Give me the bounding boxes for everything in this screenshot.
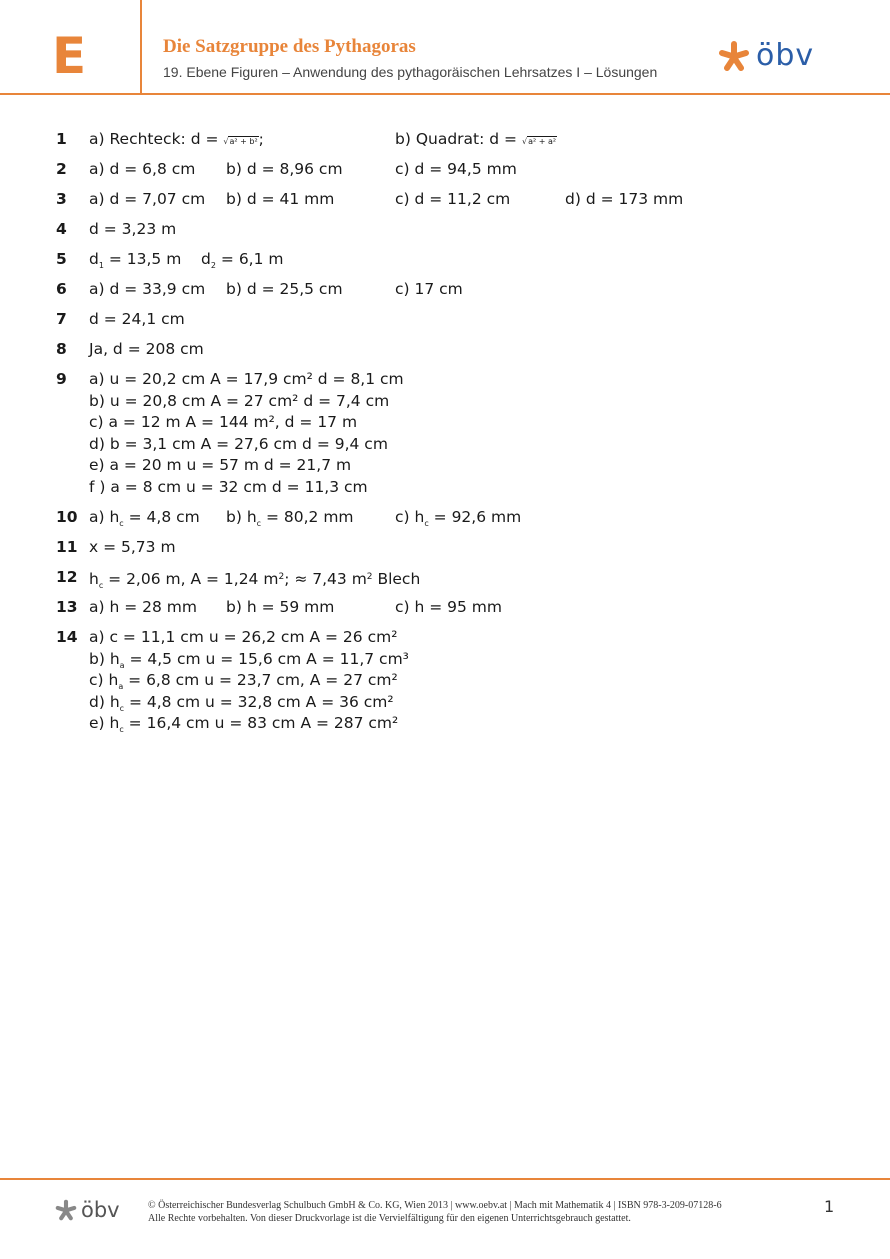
copyright-notice (148, 1199, 722, 1225)
answer-line: a) u = 20,2 cm A = 17,9 cm² d = 8,1 cm (89, 370, 404, 388)
answer-row-2 (0, 158, 890, 180)
exercise-number: 1 (56, 130, 67, 148)
exercise-number: 11 (56, 538, 78, 556)
answer-line: c) a = 12 m A = 144 m², d = 17 m (89, 413, 358, 432)
answer-row-13 (0, 596, 890, 618)
exercise-number: 3 (56, 190, 67, 208)
answer-b: b) Quadrat: d = √a² + a² (395, 130, 557, 148)
answer-line: f ) a = 8 cm u = 32 cm d = 11,3 cm (89, 478, 368, 496)
exercise-number: 13 (56, 598, 78, 616)
header-divider (140, 0, 142, 94)
exercise-number: 8 (56, 340, 67, 358)
exercise-number: 7 (56, 310, 67, 328)
answer-d: d) d = 173 mm (565, 190, 684, 208)
page-number: 1 (824, 1197, 835, 1216)
answer-row-11 (0, 536, 890, 558)
answer-line: a) c = 11,1 cm u = 26,2 cm A = 26 cm² (89, 628, 398, 646)
asterisk-logo-icon (718, 40, 750, 72)
footer-logo-text: öbv (81, 1198, 120, 1222)
answer-c: c) $h_c = 92,6$ mm (395, 508, 522, 528)
answer-a: a) Rechteck: d = √a² + b²; (89, 130, 264, 148)
footer-logo (55, 1199, 120, 1221)
chapter-letter: E (52, 27, 87, 85)
answer-row-1 (0, 128, 890, 150)
answer-a: a) d = 33,9 cm (89, 280, 206, 298)
answer-text: $d_1 = 13,5$ m $d_2 = 6,1$ m (89, 250, 284, 270)
answer-line: b) $h_a = 4,5$ cm u = 15,6 cm A = 11,7 cm³ (89, 649, 409, 670)
answer-b: b) d = 41 mm (226, 190, 335, 208)
answer-b: b) h = 59 mm (226, 598, 335, 616)
answer-a: a) d = 6,8 cm (89, 160, 196, 178)
answer-c: c) h = 95 mm (395, 598, 503, 616)
page-subtitle: 19. Ebene Figuren – Anwendung des pythagoräischen Lehrsatzes I – Lösungen (163, 64, 658, 80)
answer-row-5 (0, 248, 890, 270)
sqrt-expression: √a² + a² (521, 137, 557, 146)
answer-b: b) d = 25,5 cm (226, 280, 343, 298)
exercise-number: 10 (56, 508, 78, 526)
answer-c: c) 17 cm (395, 280, 463, 298)
answer-row-12 (0, 566, 890, 588)
answer-line: b) u = 20,8 cm A = 27 cm² d = 7,4 cm (89, 391, 390, 410)
answer-text: d = 3,23 m (89, 220, 177, 238)
exercise-number: 6 (56, 280, 67, 298)
answer-text: $h_c = 2,06$ m, A = 1,24 $m^2$; ≈ 7,43 $m^2$ Blech (89, 570, 421, 590)
answer-text: d = 24,1 cm (89, 310, 185, 328)
exercise-number: 4 (56, 220, 67, 238)
header-rule (0, 93, 890, 95)
answer-row-8 (0, 338, 890, 360)
answer-line: d) $h_c = 4,8$ cm u = 32,8 cm A = 36 cm² (89, 692, 394, 713)
answer-c: c) d = 11,2 cm (395, 190, 511, 208)
copyright-line-1: © Österreichischer Bundesverlag Schulbuch GmbH & Co. KG, Wien 2013 | www.oebv.at | Mach mit Mathematik 4 | ISBN 978-3-209-07128-6 (148, 1200, 722, 1211)
answer-b: b) $h_c = 80,2$ mm (226, 508, 354, 528)
answer-a: a) $h_c = 4,8$ cm (89, 508, 200, 528)
answer-b: b) d = 8,96 cm (226, 160, 343, 178)
exercise-number: 2 (56, 160, 67, 178)
sqrt-expression: √a² + b² (223, 137, 258, 146)
exercise-number: 12 (56, 568, 78, 586)
publisher-logo (718, 40, 814, 72)
answer-line: e) $h_c = 16,4$ cm u = 83 cm A = 287 cm² (89, 714, 399, 735)
footer-rule (0, 1178, 890, 1180)
answer-row-14 (0, 626, 890, 735)
asterisk-logo-icon (55, 1199, 77, 1221)
answer-a: a) d = 7,07 cm (89, 190, 206, 208)
answer-row-10 (0, 506, 890, 528)
page-title: Die Satzgruppe des Pythagoras (163, 36, 416, 57)
answer-row-4 (0, 218, 890, 240)
answer-c: c) d = 94,5 mm (395, 160, 517, 178)
answer-line: c) $h_a = 6,8$ cm u = 23,7 cm, A = 27 cm² (89, 671, 398, 692)
logo-text: öbv (756, 38, 815, 73)
answer-row-7 (0, 308, 890, 330)
answer-a: a) h = 28 mm (89, 598, 197, 616)
answer-row-6 (0, 278, 890, 300)
answer-row-3 (0, 188, 890, 210)
answer-text: x = 5,73 m (89, 538, 176, 556)
exercise-number: 9 (56, 370, 67, 388)
answer-line: d) b = 3,1 cm A = 27,6 cm d = 9,4 cm (89, 434, 388, 453)
exercise-number: 5 (56, 250, 67, 268)
answer-line: e) a = 20 m u = 57 m d = 21,7 m (89, 456, 352, 475)
answer-text: Ja, d = 208 cm (89, 340, 204, 358)
copyright-line-2: Alle Rechte vorbehalten. Von dieser Druckvorlage ist die Vervielfältigung für den eigenen Unterrichtsgebrauch gestattet. (148, 1213, 631, 1224)
exercise-number: 14 (56, 628, 78, 646)
answer-row-9 (0, 368, 890, 496)
